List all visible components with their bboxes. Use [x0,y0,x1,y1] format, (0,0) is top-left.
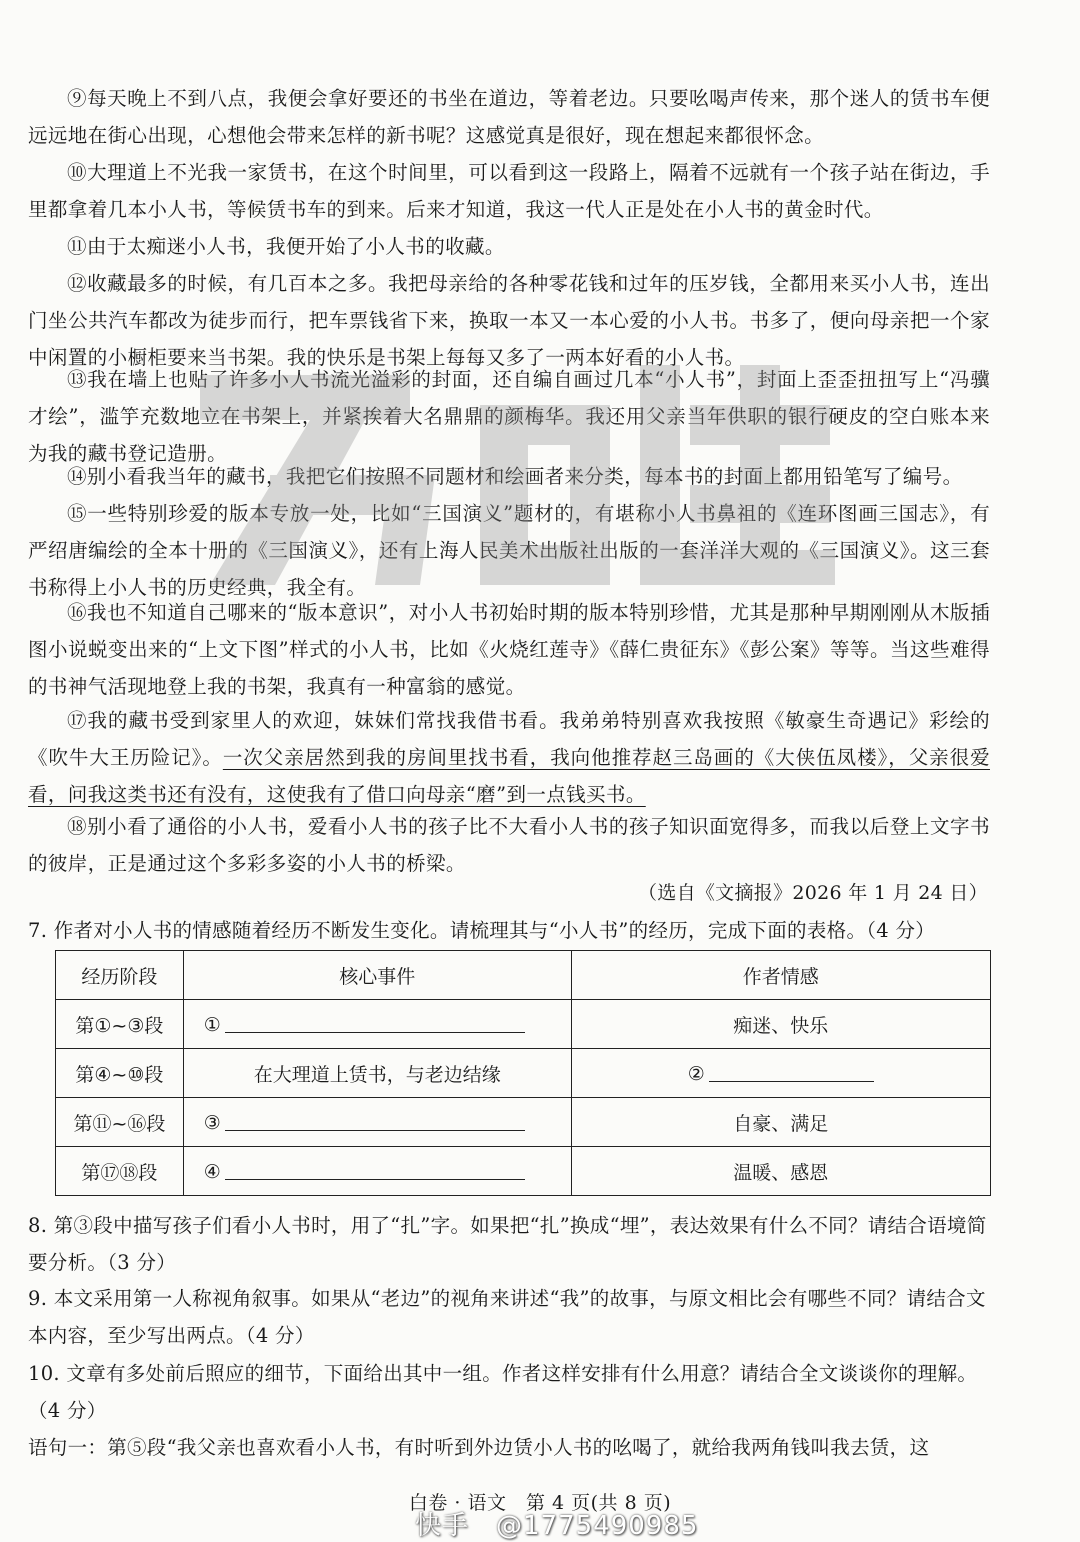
paragraph-17-underlined: 一次父亲居然到我的房间里找书看，我向他推荐赵三岛画的《大侠伍凤楼》，父亲很爱看，问我这类书还有没有，这使我有了借口向母亲“磨”到一点钱买书。 [28,746,990,806]
stage-cell: 第①~③段 [56,1000,184,1049]
paragraph-11: ⑪由于太痴迷小人书，我便开始了小人书的收藏。 [67,235,505,258]
paragraph-17 [28,702,990,813]
emotion-blank-cell[interactable] [571,1049,990,1098]
page-footer: 白卷 · 语文 第 4 页(共 8 页) [408,1492,672,1514]
paragraph-10: ⑩大理道上不光我一家赁书，在这个时间里，可以看到这一段路上，隔着不远就有一个孩子站在街边，手里都拿着几本小人书，等候赁书车的到来。后来才知道，我这一代人正是处在小人书的黄金时代。 [28,161,990,221]
paragraph-14: ⑭别小看我当年的藏书，我把它们按照不同题材和绘画者来分类，每本书的封面上都用铅笔写了编号。 [67,465,963,488]
header-stage: 经历阶段 [56,951,184,1000]
paragraph-9: ⑨每天晚上不到八点，我便会拿好要还的书坐在道边，等着老边。只要吆喝声传来，那个迷人的赁书车便远远地在街心出现，心想他会带来怎样的新书呢？这感觉真是很好，现在想起来都很怀念。 [28,87,990,147]
answer-table [55,950,991,1196]
question-8: 8. 第③段中描写孩子们看小人书时，用了“扎”字。如果把“扎”换成“埋”，表达效果有什么不同？请结合语境简要分析。（3 分） [28,1214,987,1274]
watermark-account: 快手 @1775490985 [415,1511,699,1541]
question-7: 7. 作者对小人书的情感随着经历不断发生变化。请梳理其与“小人书”的经历，完成下面的表格。（4 分） [28,919,936,942]
source-citation: （选自《文摘报》2026 年 1 月 24 日） [637,882,988,904]
header-emotion: 作者情感 [571,951,990,1000]
emotion-cell: 温暖、感恩 [571,1147,990,1196]
stage-cell: 第⑪~⑯段 [56,1098,184,1147]
paragraph-13: ⑬我在墙上也贴了许多小人书流光溢彩的封面，还自编自画过几本“小人书”，封面上歪歪扭扭写上“冯骥才绘”，滥竽充数地立在书架上，并紧挨着大名鼎鼎的颜梅华。我还用父亲当年供职的银行硬皮的空白账本来为我的藏书登记造册。 [28,368,990,465]
emotion-cell: 自豪、满足 [571,1098,990,1147]
paragraph-18: ⑱别小看了通俗的小人书，爱看小人书的孩子比不大看小人书的孩子知识面宽得多，而我以后登上文字书的彼岸，正是通过这个多彩多姿的小人书的桥梁。 [28,815,990,875]
answer-blank[interactable] [225,1012,525,1033]
q10-sentence-one: 语句一：第⑤段“我父亲也喜欢看小人书，有时听到外边赁小人书的吆喝了，就给我两角钱叫我去赁，这 [28,1436,930,1459]
emotion-cell: 痴迷、快乐 [571,1000,990,1049]
event-cell: 在大理道上赁书，与老边结缘 [183,1049,571,1098]
header-event: 核心事件 [183,951,571,1000]
table-row [56,1000,991,1049]
question-10: 10. 文章有多处前后照应的细节，下面给出其中一组。作者这样安排有什么用意？请结合全文谈谈你的理解。（4 分） [28,1362,978,1422]
blank-marker: ④ [203,1161,221,1183]
answer-blank[interactable] [225,1159,525,1180]
blank-marker: ① [203,1014,221,1036]
stage-cell: 第⑰⑱段 [56,1147,184,1196]
event-blank-cell[interactable] [183,1098,571,1147]
table-row [56,1049,991,1098]
blank-marker: ② [687,1063,705,1085]
paragraph-17-text: ⑰我的藏书受到家里人的欢迎，妹妹们常找我借书看。我弟弟特别喜欢我按照《敏豪生奇遇记》彩绘的《吹牛大王历险记》。 [28,709,990,769]
event-blank-cell[interactable] [183,1000,571,1049]
paragraph-15: ⑮一些特别珍爱的版本专放一处，比如“三国演义”题材的，有堪称小人书鼻祖的《连环图画三国志》，有严绍唐编绘的全本十册的《三国演义》，还有上海人民美术出版社出版的一套洋洋大观的《三国演义》。这三套书称得上小人书的历史经典，我全有。 [28,502,990,599]
table-row [56,1147,991,1196]
paragraph-12: ⑫收藏最多的时候，有几百本之多。我把母亲给的各种零花钱和过年的压岁钱，全都用来买小人书，连出门坐公共汽车都改为徒步而行，把车票钱省下来，换取一本又一本心爱的小人书。书多了，便向母亲把一个家中闲置的小橱柜要来当书架。我的快乐是书架上每每又多了一两本好看的小人书。 [28,272,990,369]
answer-blank[interactable] [709,1061,874,1082]
paragraph-16: ⑯我也不知道自己哪来的“版本意识”，对小人书初始时期的版本特别珍惜，尤其是那种早期刚刚从木版插图小说蜕变出来的“上文下图”样式的小人书，比如《火烧红莲寺》《薛仁贵征东》《彭公案》等等。当这些难得的书神气活现地登上我的书架，我真有一种富翁的感觉。 [28,601,990,698]
stage-cell: 第④~⑩段 [56,1049,184,1098]
blank-marker: ③ [203,1112,221,1134]
table-row [56,1098,991,1147]
answer-blank[interactable] [225,1110,525,1131]
question-9: 9. 本文采用第一人称视角叙事。如果从“老边”的视角来讲述“我”的故事，与原文相比会有哪些不同？请结合文本内容，至少写出两点。（4 分） [28,1287,986,1347]
table-header-row [56,951,991,1000]
event-blank-cell[interactable] [183,1147,571,1196]
